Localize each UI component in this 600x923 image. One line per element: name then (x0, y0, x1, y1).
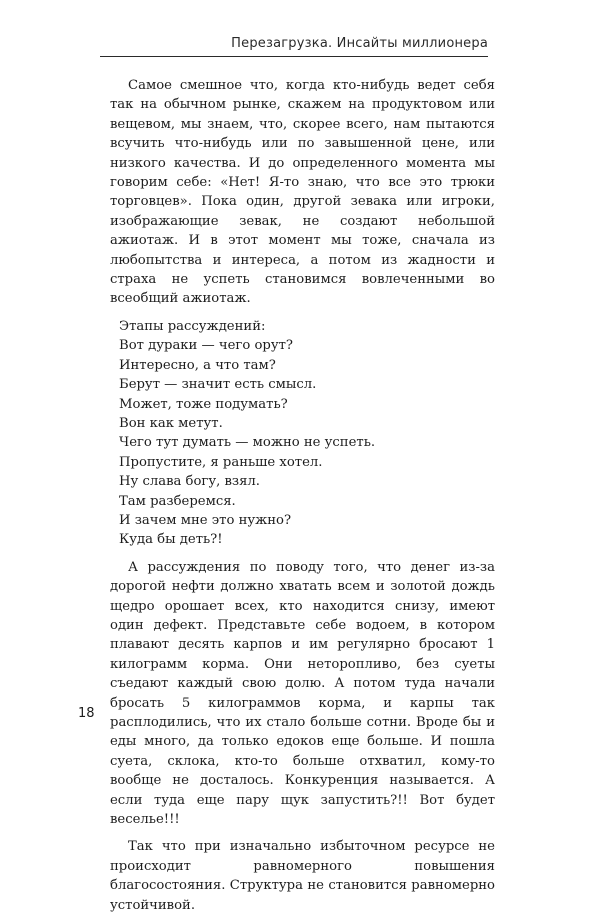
reasoning-stage-item: Пропустите, я раньше хотел. (119, 454, 323, 470)
reasoning-stages-list (110, 317, 495, 550)
reasoning-stage-item: Интересно, а что там? (119, 357, 276, 373)
reasoning-stage-item: Может, тоже подумать? (119, 396, 288, 412)
header-rule (100, 56, 488, 57)
reasoning-stages-heading: Этапы рассуждений: (119, 318, 266, 334)
paragraph-market-crowd: Самое смешное что, когда кто-нибудь ведет себя так на обычном рынке, скажем на продуктовом или вещевом, мы знаем, что, скорее всего, нам пытаются всучить что-нибудь или по завышенной цене, или низкого качества. И до определенного момента мы говорим себе: «Нет! Я-то знаю, что все это трюки торговцев». Пока один, другой зевака или игроки, изображающие зевак, не создают небольшой ажиотаж. И в этот момент мы тоже, сначала из любопытства и интереса, а потом из жадности и страха не успеть становимся вовлеченными во всеобщий ажиотаж. (110, 78, 495, 307)
reasoning-stage-item: Чего тут думать — можно не успеть. (119, 435, 376, 451)
page-content (110, 76, 495, 923)
reasoning-stage-item: Берут — значит есть смысл. (119, 377, 317, 393)
running-header: Перезагрузка. Инсайты миллионера (231, 36, 488, 51)
paragraph-conclusion: Так что при изначально избыточном ресурсе не происходит равномерного повышения благосостояния. Структура не становится равномерно устойчивой. (110, 839, 495, 913)
reasoning-stage-item: Куда бы деть?! (119, 532, 223, 548)
reasoning-stage-item: Вот дураки — чего орут? (119, 338, 293, 354)
reasoning-stage-item: Ну слава богу, взял. (119, 474, 260, 490)
reasoning-stage-item: Вон как метут. (119, 415, 223, 431)
reasoning-stage-item: И зачем мне это нужно? (119, 512, 292, 528)
paragraph-carp-pond: А рассуждения по поводу того, что денег из-за дорогой нефти должно хватать всем и золотой дождь щедро орошает всех, кто находится снизу, имеют один дефект. Представьте себе водоем, в котором плавают десять карпов и им регулярно бросают 1 килограмм корма. Они неторопливо, без суеты съедают каждый свою долю. А потом туда начали бросать 5 килограммов корма, и карпы так расплодились, что их стало больше сотни. Вроде бы и еды много, да только едоков еще больше. И пошла суета, склока, кто-то больше отхватил, кому-то вообще не досталось. Конкуренция называется. А если туда еще пару щук запустить?!! Вот будет веселье!!! (110, 559, 495, 828)
page-number: 18 (78, 706, 95, 721)
reasoning-stage-item: Там разберемся. (119, 493, 236, 509)
